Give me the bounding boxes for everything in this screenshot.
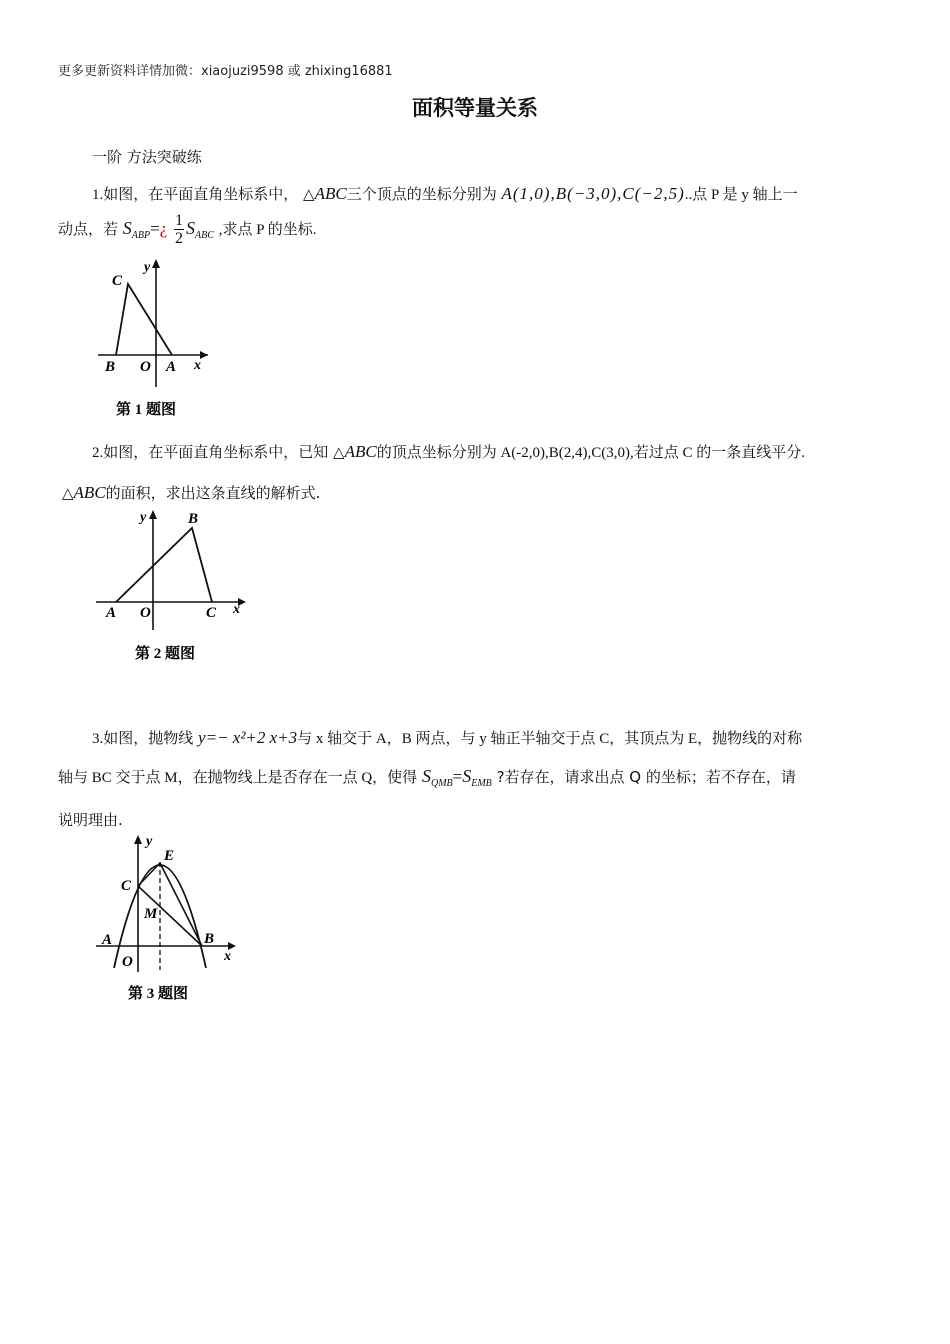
- q1-label-o: O: [140, 359, 151, 375]
- q3-text-2: 与 x 轴交于 A，B 两点，与 y 轴正半轴交于点 C，其顶点为 E，抛物线的对称: [297, 731, 803, 747]
- q2-triangle-symbol-2: △: [62, 484, 74, 502]
- q1-label-x: x: [194, 358, 201, 373]
- q1-label-a: A: [166, 359, 177, 375]
- q1-frac-den: 2: [175, 230, 184, 247]
- q2-label-a: A: [106, 605, 117, 621]
- q3-equals: =: [452, 767, 463, 786]
- q3-label-y: y: [146, 834, 153, 849]
- q3-figure: [88, 828, 248, 1008]
- q1-sub-abp: ABP: [131, 230, 151, 241]
- q1-equals: =: [150, 219, 160, 238]
- q3-s-symbol-2: S: [462, 766, 472, 786]
- q1-label-b: B: [105, 359, 116, 375]
- q1-label-c: C: [112, 273, 123, 289]
- q2-caption: 第 2 题图: [135, 646, 196, 662]
- q3-line-eb: [160, 863, 202, 946]
- q1-line-1: [92, 184, 798, 205]
- q1-figure: [90, 255, 220, 425]
- q3-sub-emb: EMB: [471, 778, 492, 789]
- section-heading: 一阶 方法突破练: [92, 148, 202, 166]
- q3-label-e: E: [164, 848, 175, 864]
- q1-s-symbol: S: [122, 218, 132, 238]
- q3-label-c: C: [121, 878, 132, 894]
- q3-line-3: [58, 810, 123, 830]
- q1-x-arrow: [200, 351, 208, 359]
- q1-text-5: ,求点 P 的坐标.: [218, 222, 317, 238]
- page-title: 面积等量关系: [412, 96, 538, 120]
- q3-text-3: 轴与 BC 交于点 M，在抛物线上是否存在一点 Q，使得: [58, 770, 418, 786]
- q2-text-3: 的面积，求出这条直线的解析式.: [105, 484, 321, 502]
- q2-triangle: [116, 528, 212, 602]
- q1-line-2: [58, 210, 317, 254]
- q1-text-4: 动点，若: [58, 220, 119, 238]
- q2-text-2: 的顶点坐标分别为 A(-2,0),B(2,4),C(3,0),若过点 C 的一条直线平分.: [376, 445, 806, 461]
- q3-y-arrow: [134, 835, 142, 844]
- q3-label-m: M: [144, 906, 158, 922]
- q1-caption: 第 1 题图: [116, 402, 177, 418]
- q1-triangle-symbol: △: [303, 185, 315, 203]
- q1-text-3: ..点 P 是 y 轴上一: [684, 187, 798, 203]
- q1-coordinates: A(1,0),B(−3,0),C(−2,5): [501, 184, 685, 203]
- q3-s-symbol: S: [421, 766, 431, 786]
- q1-number: 1.: [92, 187, 104, 203]
- q2-label-o: O: [140, 605, 151, 621]
- q1-text-1: 如图，在平面直角坐标系中，: [103, 185, 299, 203]
- q3-text-4: ?若存在，请求出点 Q 的坐标；若不存在，请: [496, 768, 796, 786]
- q3-label-a: A: [102, 932, 113, 948]
- q3-text-1: 如图，抛物线: [103, 729, 194, 747]
- q2-label-y: y: [140, 510, 147, 525]
- q3-line-2: [58, 766, 796, 794]
- q2-y-arrow: [149, 510, 157, 519]
- header-note: 更多更新资料详情加微：xiaojuzi9598 或 zhixing16881: [58, 64, 393, 79]
- q1-text-2: 三个顶点的坐标分别为: [346, 185, 497, 203]
- q1-sub-abc: ABC: [195, 230, 214, 241]
- q3-caption: 第 3 题图: [128, 986, 189, 1002]
- q3-sub-qmb: QMB: [430, 778, 453, 789]
- q2-label-c: C: [206, 605, 217, 621]
- q2-label-x: x: [233, 602, 240, 617]
- q2-line-2: [62, 483, 320, 503]
- q2-label-b: B: [188, 511, 199, 527]
- q1-frac-num: 1: [175, 212, 184, 229]
- q3-line-ce: [138, 863, 160, 886]
- q3-label-b: B: [204, 931, 215, 947]
- q1-fraction: [174, 212, 184, 247]
- q2-text-1: 如图，在平面直角坐标系中，已知: [103, 443, 329, 461]
- q3-formula: y=− x²+2 x+3: [198, 728, 298, 747]
- q1-odd-glyph: ¿: [159, 219, 168, 238]
- q3-label-x: x: [224, 949, 231, 964]
- q2-figure: [90, 505, 260, 670]
- q1-triangle: [116, 284, 172, 355]
- q1-label-y: y: [144, 260, 151, 275]
- q3-line-1: [92, 728, 802, 749]
- q3-label-o: O: [122, 954, 133, 970]
- q1-triangle-name: ABC: [314, 184, 347, 203]
- q1-s-symbol-2: S: [186, 218, 196, 238]
- q2-triangle-name-2: ABC: [73, 483, 106, 502]
- q2-line-1: [92, 442, 805, 463]
- q3-text-5: 说明理由.: [58, 811, 123, 829]
- q2-triangle-name: ABC: [344, 442, 377, 461]
- q1-y-arrow: [152, 259, 160, 268]
- q2-triangle-symbol: △: [333, 443, 345, 461]
- q3-number: 3.: [92, 731, 104, 747]
- q2-number: 2.: [92, 445, 104, 461]
